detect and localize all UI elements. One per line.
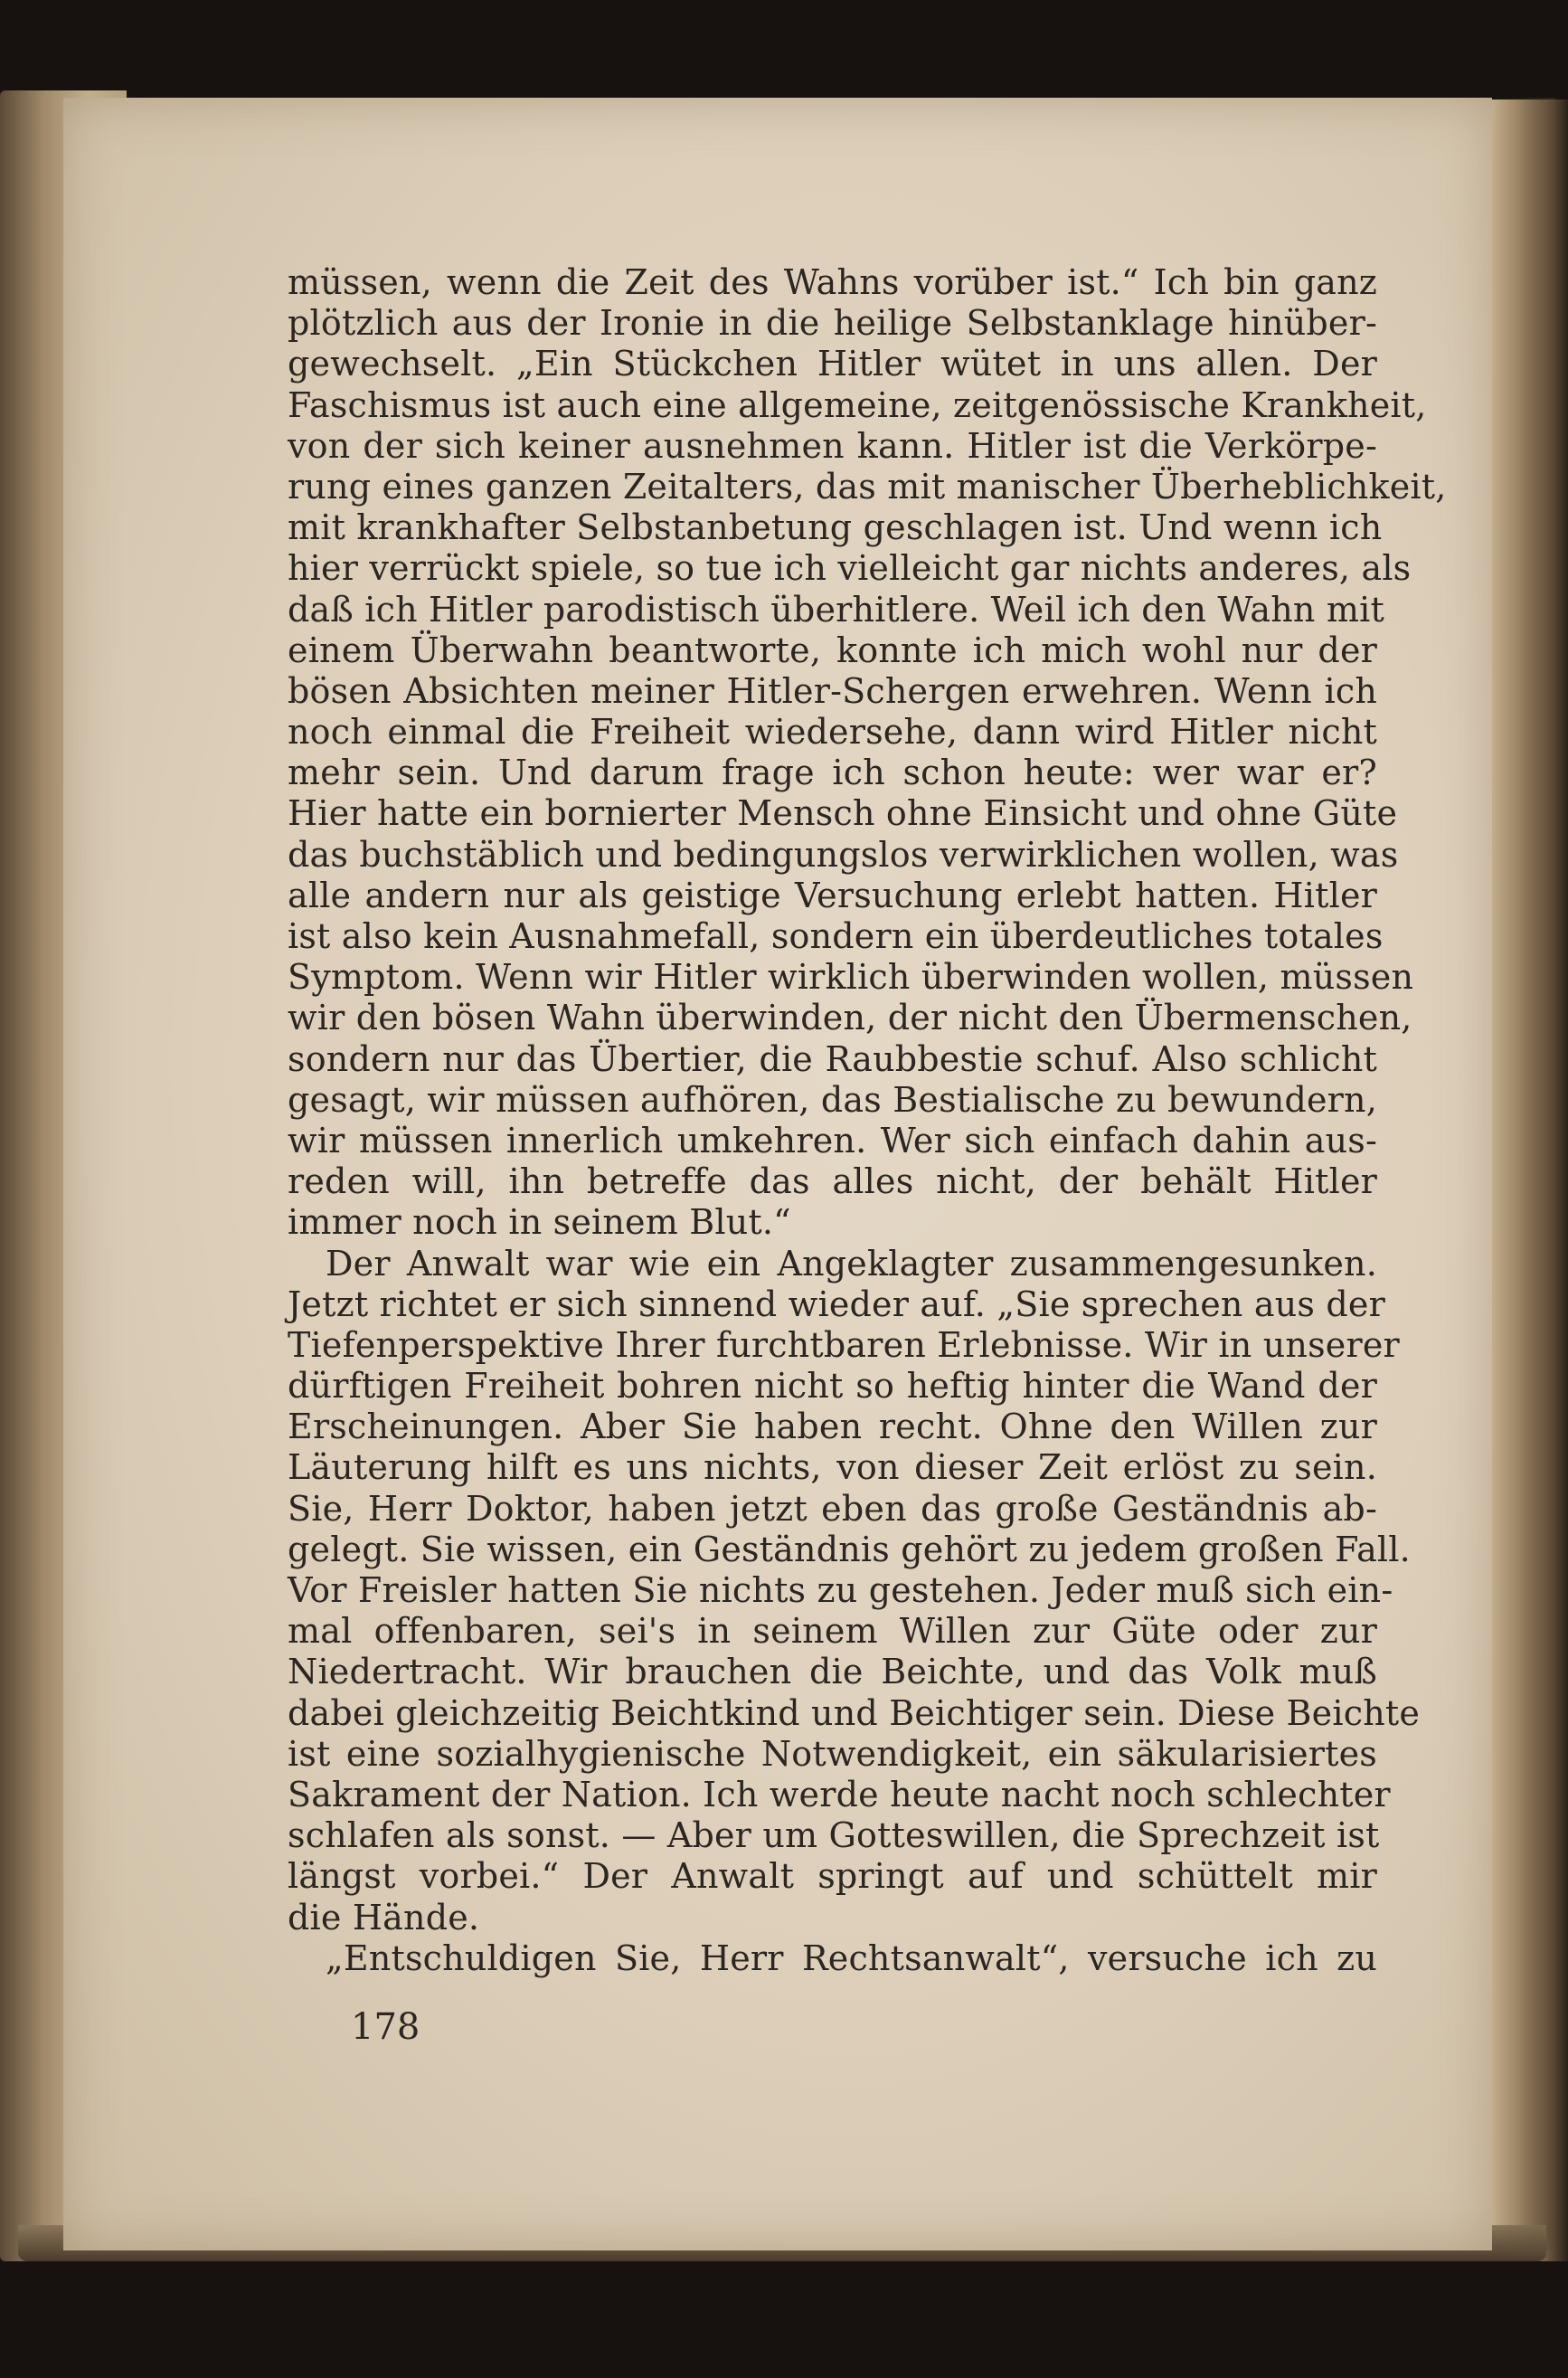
text-line: mehr sein. Und darum frage ich schon heute: wer war er?	[288, 753, 1377, 793]
text-line: daß ich Hitler parodistisch überhitlere. Weil ich den Wahn mit	[288, 589, 1384, 630]
text-line: alle andern nur als geistige Versuchung erlebt hatten. Hitler	[288, 875, 1377, 915]
gutter-shadow	[1492, 98, 1555, 2250]
text-line: Vor Freisler hatten Sie nichts zu gestehen. Jeder muß sich ein-	[288, 1570, 1393, 1610]
body-text	[288, 262, 1447, 1979]
text-line: gelegt. Sie wissen, ein Geständnis gehört zu jedem großen Fall.	[288, 1529, 1411, 1569]
text-line: ist also kein Ausnahmefall, sondern ein überdeutliches totales	[288, 916, 1384, 956]
text-line: rung eines ganzen Zeitalters, das mit manischer Überheblichkeit,	[288, 466, 1447, 507]
text-line: noch einmal die Freiheit wiedersehe, dann wird Hitler nicht	[288, 712, 1377, 753]
text-line: immer noch in seinem Blut.“	[288, 1202, 791, 1243]
text-line: Sakrament der Nation. Ich werde heute nacht noch schlechter	[288, 1774, 1391, 1814]
text-line: dürftigen Freiheit bohren nicht so heftig hinter die Wand der	[288, 1366, 1377, 1407]
text-line: müssen, wenn die Zeit des Wahns vorüber ist.“ Ich bin ganz	[288, 262, 1377, 302]
text-line: bösen Absichten meiner Hitler-Schergen erwehren. Wenn ich	[288, 670, 1377, 711]
text-line: Der Anwalt war wie ein Angeklagter zusammengesunken.	[326, 1243, 1377, 1284]
text-line: mit krankhafter Selbstanbetung geschlagen ist. Und wenn ich	[288, 507, 1383, 548]
text-line: wir müssen innerlich umkehren. Wer sich einfach dahin aus-	[288, 1120, 1377, 1161]
text-line: sondern nur das Übertier, die Raubbestie schuf. Also schlicht	[288, 1038, 1377, 1079]
text-line: einem Überwahn beantworte, konnte ich mich wohl nur der	[288, 630, 1377, 670]
text-line: Läuterung hilft es uns nichts, von dieser Zeit erlöst zu sein.	[288, 1447, 1377, 1488]
text-line: Tiefenperspektive Ihrer furchtbaren Erlebnisse. Wir in unserer	[288, 1324, 1400, 1365]
text-line: das buchstäblich und bedingungslos verwirklichen wollen, was	[288, 834, 1399, 875]
text-line: Sie, Herr Doktor, haben jetzt eben das große Geständnis ab-	[288, 1488, 1377, 1529]
text-line: mal offenbaren, sei's in seinem Willen zur Güte oder zur	[288, 1611, 1377, 1652]
text-line: längst vorbei.“ Der Anwalt springt auf und schüttelt mir	[288, 1856, 1377, 1897]
text-line: ist eine sozialhygienische Notwendigkeit, ein säkularisiertes	[288, 1733, 1377, 1774]
text-line: wir den bösen Wahn überwinden, der nicht den Übermenschen,	[288, 998, 1412, 1038]
text-line: dabei gleichzeitig Beichtkind und Beichtiger sein. Diese Beichte	[288, 1692, 1421, 1733]
text-line: Niedertracht. Wir brauchen die Beichte, und das Volk muß	[288, 1652, 1377, 1692]
text-line: Faschismus ist auch eine allgemeine, zeitgenössische Krankheit,	[288, 384, 1427, 425]
page-number: 178	[351, 2006, 420, 2048]
text-line: gesagt, wir müssen aufhören, das Bestialische zu bewundern,	[288, 1079, 1377, 1120]
text-line: schlafen als sonst. — Aber um Gotteswillen, die Sprechzeit ist	[288, 1815, 1380, 1856]
text-line: plötzlich aus der Ironie in die heilige Selbstanklage hinüber-	[288, 303, 1377, 344]
text-line: gewechselt. „Ein Stückchen Hitler wütet in uns allen. Der	[288, 344, 1377, 384]
text-line: Erscheinungen. Aber Sie haben recht. Ohne den Willen zur	[288, 1407, 1377, 1447]
text-line: hier verrückt spiele, so tue ich vielleicht gar nichts anderes, als	[288, 548, 1412, 589]
text-line: von der sich keiner ausnehmen kann. Hitler ist die Verkörpe-	[288, 425, 1377, 466]
text-line: die Hände.	[288, 1897, 480, 1937]
text-line: reden will, ihn betreffe das alles nicht, der behält Hitler	[288, 1161, 1377, 1202]
text-line: „Entschuldigen Sie, Herr Rechtsanwalt“, versuche ich zu	[326, 1937, 1377, 1978]
text-line: Hier hatte ein bornierter Mensch ohne Einsicht und ohne Güte	[288, 793, 1398, 834]
text-line: Symptom. Wenn wir Hitler wirklich überwinden wollen, müssen	[288, 957, 1414, 998]
text-line: Jetzt richtet er sich sinnend wieder auf. „Sie sprechen aus der	[288, 1284, 1385, 1324]
